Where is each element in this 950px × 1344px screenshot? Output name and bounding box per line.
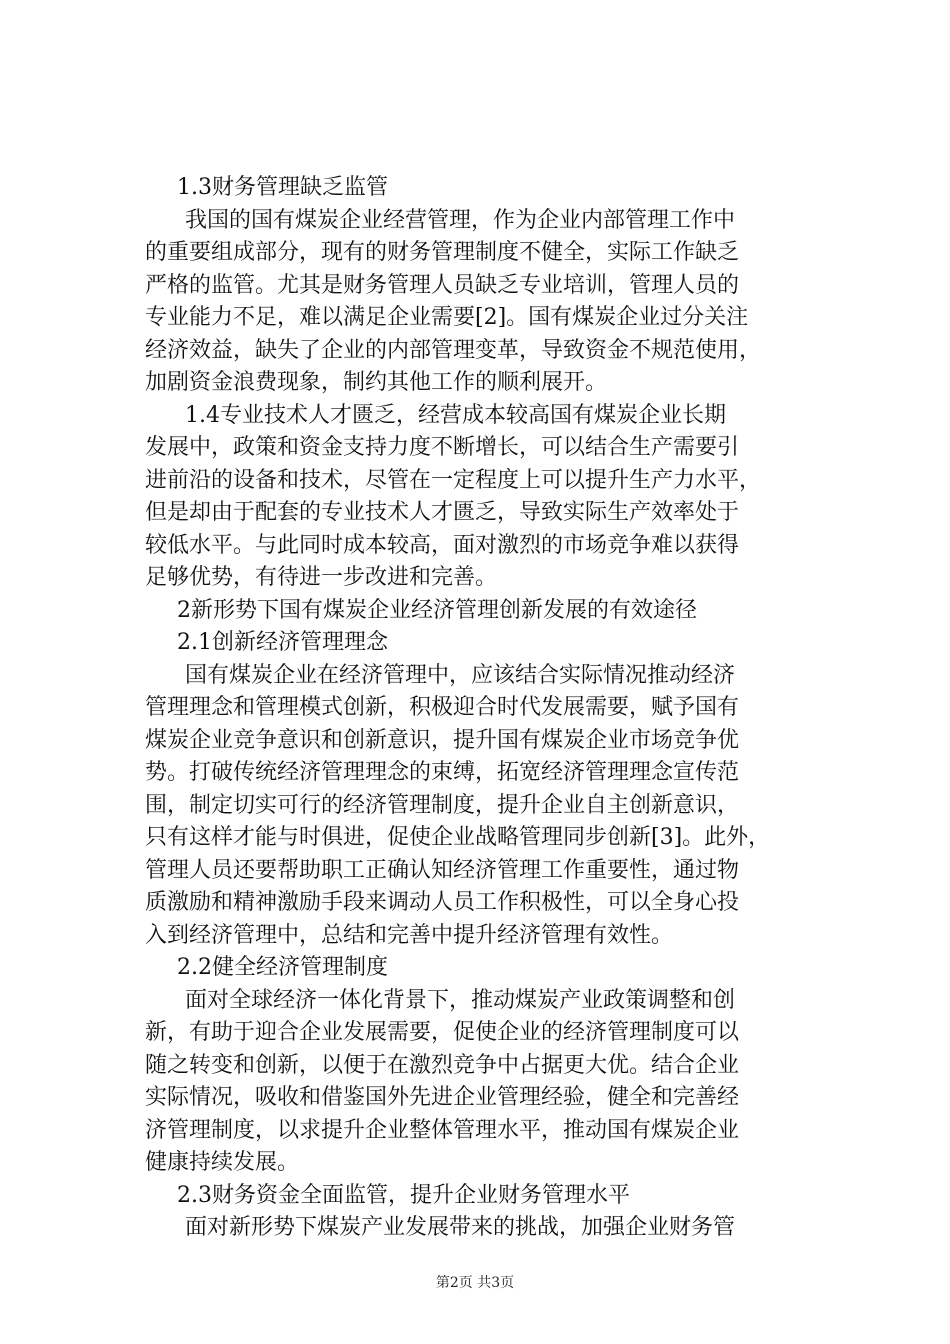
paragraph-line: 1.4专业技术人才匮乏，经营成本较高国有煤炭企业长期 <box>185 402 726 428</box>
paragraph-line: 专业能力不足，难以满足企业需要[2]。国有煤炭企业过分关注 <box>145 305 749 330</box>
paragraph-line: 面对全球经济一体化背景下，推动煤炭产业政策调整和创 <box>185 987 736 1013</box>
paragraph-line: 面对新形势下煤炭产业发展带来的挑战，加强企业财务管 <box>185 1215 736 1240</box>
paragraph-line: 新，有助于迎合企业发展需要，促使企业的经济管理制度可以 <box>145 1020 740 1045</box>
paragraph-line: 进前沿的设备和技术，尽管在一定程度上可以提升生产力水平， <box>145 467 762 493</box>
paragraph-line: 较低水平。与此同时成本较高，面对激烈的市场竞争难以获得 <box>145 532 740 558</box>
paragraph-line: 国有煤炭企业在经济管理中，应该结合实际情况推动经济 <box>185 662 736 688</box>
section-heading: 2新形势下国有煤炭企业经济管理创新发展的有效途径 <box>177 597 697 623</box>
paragraph-line: 只有这样才能与时俱进，促使企业战略管理同步创新[3]。此外， <box>145 825 771 850</box>
paragraph-line: 发展中，政策和资金支持力度不断增长，可以结合生产需要引 <box>145 435 740 460</box>
paragraph-line: 健康持续发展。 <box>145 1150 300 1175</box>
section-heading: 2.2健全经济管理制度 <box>177 955 388 980</box>
paragraph-line: 质激励和精神激励手段来调动人员工作积极性，可以全身心投 <box>145 890 740 915</box>
paragraph-line: 足够优势，有待进一步改进和完善。 <box>145 565 498 590</box>
paragraph-line: 的重要组成部分，现有的财务管理制度不健全，实际工作缺乏 <box>145 240 740 265</box>
paragraph-line: 经济效益，缺失了企业的内部管理变革，导致资金不规范使用， <box>145 337 762 363</box>
section-heading: 2.3财务资金全面监管，提升企业财务管理水平 <box>177 1182 630 1208</box>
paragraph-line: 管理理念和管理模式创新，积极迎合时代发展需要，赋予国有 <box>145 695 740 720</box>
section-heading: 2.1创新经济管理理念 <box>177 630 388 655</box>
paragraph-line: 随之转变和创新，以便于在激烈竞争中占据更大优。结合企业 <box>145 1052 740 1078</box>
paragraph-line: 我国的国有煤炭企业经营管理，作为企业内部管理工作中 <box>185 207 736 233</box>
paragraph-line: 管理人员还要帮助职工正确认知经济管理工作重要性，通过物 <box>145 857 740 883</box>
page-footer: 第2页 共3页 <box>435 1275 515 1291</box>
paragraph-line: 加剧资金浪费现象，制约其他工作的顺利展开。 <box>145 370 608 395</box>
paragraph-line: 入到经济管理中，总结和完善中提升经济管理有效性。 <box>145 922 674 948</box>
paragraph-line: 围，制定切实可行的经济管理制度，提升企业自主创新意识， <box>145 792 740 818</box>
paragraph-line: 实际情况，吸收和借鉴国外先进企业管理经验，健全和完善经 <box>145 1085 740 1110</box>
paragraph-line: 势。打破传统经济管理理念的束缚，拓宽经济管理理念宣传范 <box>145 760 740 785</box>
paragraph-line: 济管理制度，以求提升企业整体管理水平，推动国有煤炭企业 <box>145 1117 740 1143</box>
document-body <box>145 172 835 1245</box>
paragraph-line: 煤炭企业竞争意识和创新意识，提升国有煤炭企业市场竞争优 <box>145 727 740 753</box>
paragraph-line: 严格的监管。尤其是财务管理人员缺乏专业培训，管理人员的 <box>145 272 740 298</box>
paragraph-line: 但是却由于配套的专业技术人才匮乏，导致实际生产效率处于 <box>145 500 740 525</box>
section-heading: 1.3财务管理缺乏监管 <box>177 175 388 200</box>
